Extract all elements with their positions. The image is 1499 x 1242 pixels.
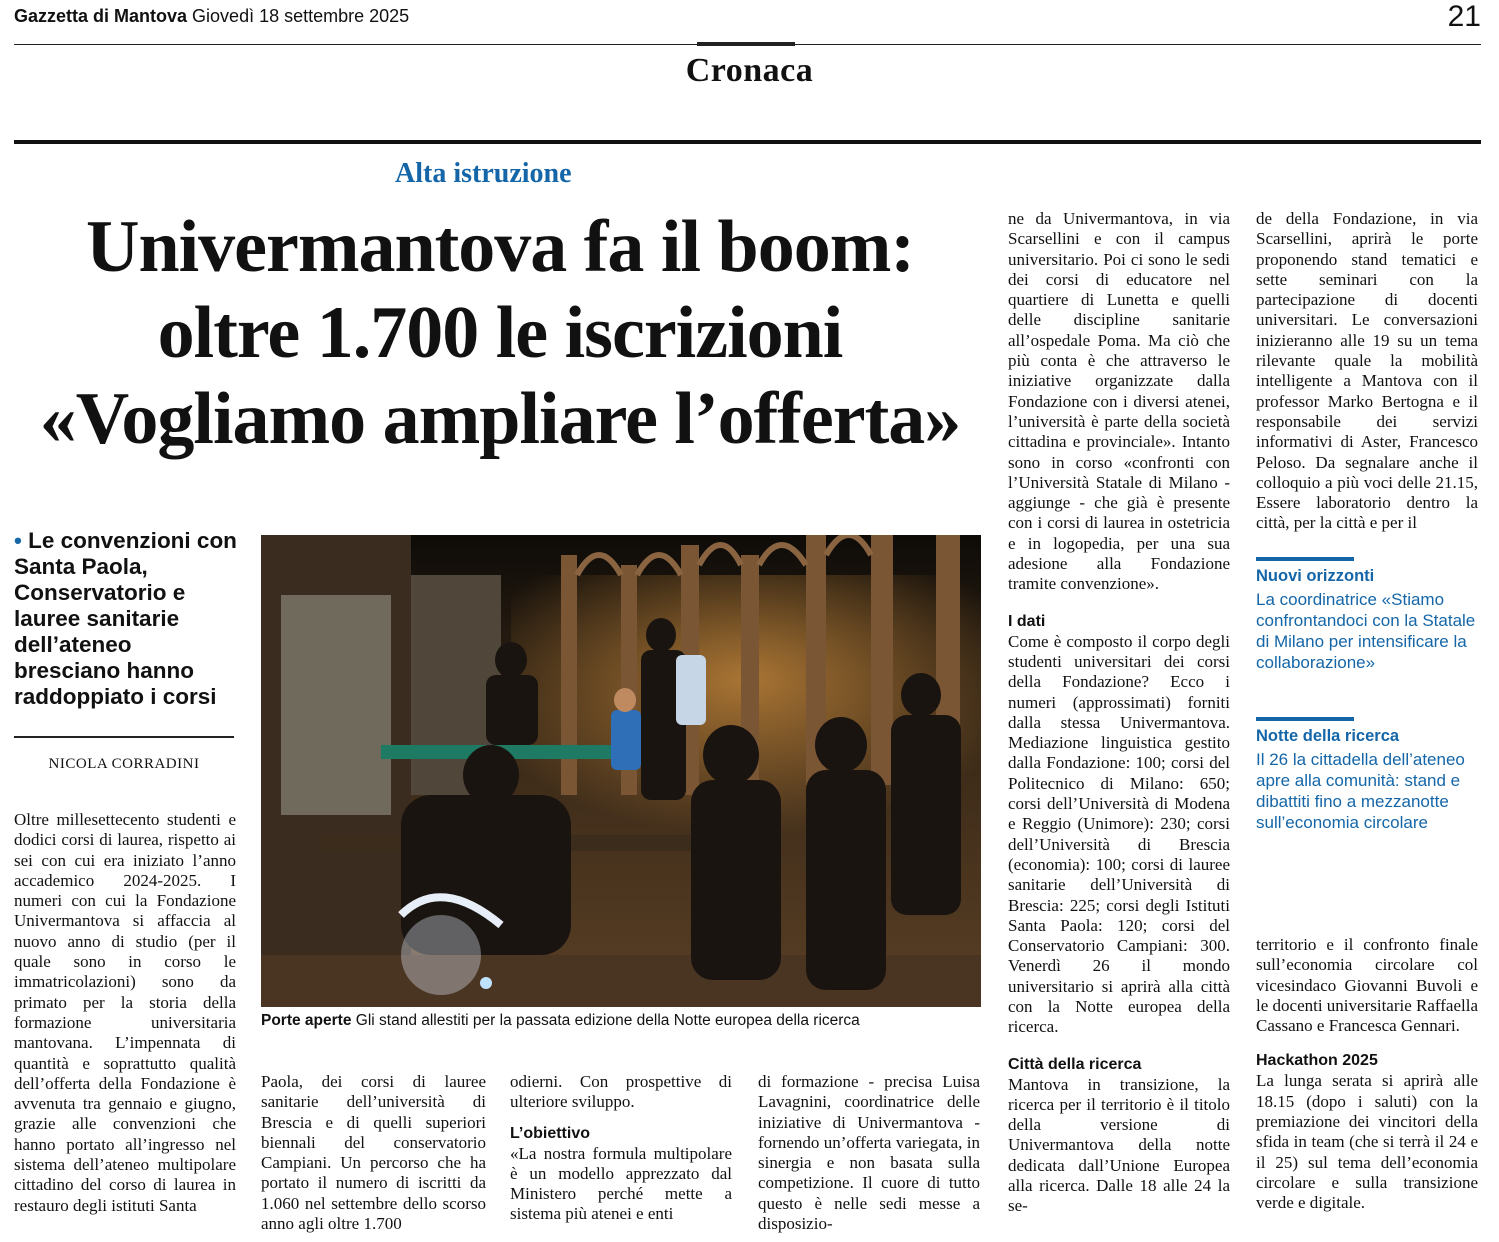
section-rule bbox=[14, 140, 1481, 144]
section-subtitle: Città della ricerca bbox=[1008, 1055, 1142, 1073]
paragraph: ne da Univermantova, in via Scarsellini e con il campus universitario. Poi ci sono le sedi dei corsi di educatore nel quartiere di Lunetta e quelli delle discipline sanitarie all’ospedale Poma. Ma ciò che più conta è che attraverso le iniziative organizzate dalla Fondazione con i diversi atenei, l’università è parte della società cittadina e provinciale». Intanto sono in corso «confronti con l’Università Statale di Milano - aggiunge - che già è presente con i corsi di laurea in ostetricia e in logopedia, per una sua adesione alla Fondazione tramite convenzione». bbox=[1008, 209, 1230, 594]
article-column-6-bottom bbox=[1256, 935, 1478, 1214]
paragraph: Come è composto il corpo degli studenti universitari dei corsi della Fondazione? Ecco i numeri (approssimati) forniti dalla stessa Univermantova. Mediazione linguistica gestito dalla Fondazione: 100; corsi del Politecnico di Milano: 650; corsi dell’Università di Modena e Reggio (Unimore): 230; corsi dell’Università di Brescia (economia): 100; corsi di lauree sanitarie dell’Università di Brescia: 225; corsi degli Istituti Santa Paola: 120; corsi del Conservatorio Campiani: 300. Venerdì 26 il mondo universitario si aprirà alla città con la Notte europea della ricerca. bbox=[1008, 631, 1230, 1037]
box-text-1: La coordinatrice «Stiamo confrontandoci con la Statale di Milano per intensificare la collaborazione» bbox=[1256, 590, 1476, 672]
paragraph: di formazione - precisa Luisa Lavagnini, coordinatrice delle iniziative di Univermantova - fornendo un’offerta variegata, in sinergia e non basata sulla competizione. Il cuore di tutto questo è nelle sedi messe a disposizio- bbox=[758, 1072, 980, 1234]
kicker: Alta istruzione bbox=[395, 158, 572, 189]
box-title-2: Notte della ricerca bbox=[1256, 727, 1400, 745]
byline-rule bbox=[14, 736, 234, 738]
photo-caption bbox=[261, 1012, 981, 1030]
paragraph: «La nostra formula multipolare è un modello apprezzato dal Ministero perché mette a sistema più atenei e enti bbox=[510, 1143, 732, 1224]
photo-open-doors bbox=[261, 535, 981, 1007]
newspaper-name: Gazzetta di Mantova bbox=[14, 6, 188, 26]
article-column-1 bbox=[14, 810, 236, 1216]
subhead-text: Le convenzioni con Santa Paola, Conservatorio e lauree sanitarie dell’ateneo bresciano hanno raddoppiato i corsi bbox=[14, 528, 237, 709]
article-column-5 bbox=[1008, 209, 1230, 1217]
article-column-4 bbox=[758, 1072, 980, 1234]
paragraph: territorio e il confronto finale sull’economia circolare col vicesindaco Giovanni Buvoli e le docenti universitarie Raffaella Cassano e Francesca Gennari. bbox=[1256, 935, 1479, 1036]
paragraph: Mantova in transizione, la ricerca per il territorio è il titolo della versione di Univermantova della notte dedicata dall’Unione Europea alla ricerca. Dalle 18 alle 24 la se- bbox=[1008, 1074, 1230, 1216]
article-column-2 bbox=[261, 1072, 486, 1234]
byline: NICOLA CORRADINI bbox=[48, 756, 200, 772]
paragraph: Paola, dei corsi di lauree sanitarie dell’università di Brescia e di quelli superiori biennali del conservatorio Campiani. Un percorso che ha portato il numero di iscritti da 1.060 nel settembre dello scorso anno agli oltre 1.700 bbox=[261, 1072, 486, 1234]
article-column-6-top bbox=[1256, 209, 1478, 534]
paragraph: odierni. Con prospettive di ulteriore sviluppo. bbox=[510, 1072, 732, 1112]
section-title: Cronaca bbox=[685, 52, 814, 89]
headline-line-3: «Vogliamo ampliare l’offerta» bbox=[39, 378, 961, 460]
paragraph: Oltre millesettecento studenti e dodici corsi di laurea, rispetto ai sei con cui era iniziato l’anno accademico 2024-2025. I numeri con cui la Fondazione Univermantova si affaccia al nuovo anno di studio (per il quale sono in corso le immatricolazioni) sono da primato per la storia della formazione universitaria mantovana. L’impennata di quantità e soprattutto qualità dell’offerta della Fondazione è avvenuta tra gennaio e giugno, grazie alle convenzioni che hanno portato all’ingresso nel sistema dell’ateneo multipolare cittadino del corso di laurea in restauro degli istituti Santa bbox=[14, 810, 236, 1215]
section-mark bbox=[697, 42, 795, 46]
subhead-bullet: • bbox=[14, 528, 22, 553]
photo-illustration bbox=[261, 535, 981, 1007]
box-rule-1 bbox=[1256, 557, 1354, 561]
headline-line-2: oltre 1.700 le iscrizioni bbox=[157, 292, 843, 374]
paragraph: La lunga serata si aprirà alle 18.15 (dopo i saluti) con la premiazione dei vincitori della sfida in team (che si terrà il 24 e il 25) sul tema dell’economia circolare e sulla transizione verde e digitale. bbox=[1256, 1071, 1478, 1213]
issue-date: Giovedì 18 settembre 2025 bbox=[192, 6, 410, 26]
caption-text: Gli stand allestiti per la passata edizione della Notte europea della ricerca bbox=[355, 1012, 860, 1029]
page-number: 21 bbox=[1447, 0, 1481, 33]
masthead bbox=[14, 6, 409, 27]
section-subtitle: I dati bbox=[1008, 612, 1046, 630]
section-subtitle: Hackathon 2025 bbox=[1256, 1052, 1378, 1070]
section-subtitle: L’obiettivo bbox=[510, 1124, 590, 1142]
article-column-3 bbox=[510, 1072, 732, 1225]
subhead bbox=[14, 528, 239, 710]
box-title-1: Nuovi orizzonti bbox=[1256, 567, 1375, 585]
headline-line-1: Univermantova fa il boom: bbox=[86, 206, 914, 288]
box-text-2: Il 26 la cittadella dell’ateneo apre alla comunità: stand e dibattiti fino a mezzanotte sull’economia circolare bbox=[1256, 750, 1465, 832]
box-rule-2 bbox=[1256, 717, 1354, 721]
paragraph: de della Fondazione, in via Scarsellini, aprirà le porte proponendo stand tematici e sette seminari con la partecipazione di docenti universitari. Le conversazioni inizieranno alle 19 su un tema rilevante quale la mobilità intelligente a Mantova con il professor Marko Bertogna e il responsabile dei servizi informativi di Aster, Francesco Peloso. Da segnalare anche il colloquio a più voci delle 21.15, Essere laboratorio dentro la città, per la città e per il bbox=[1256, 209, 1478, 533]
caption-lead: Porte aperte bbox=[261, 1012, 352, 1029]
